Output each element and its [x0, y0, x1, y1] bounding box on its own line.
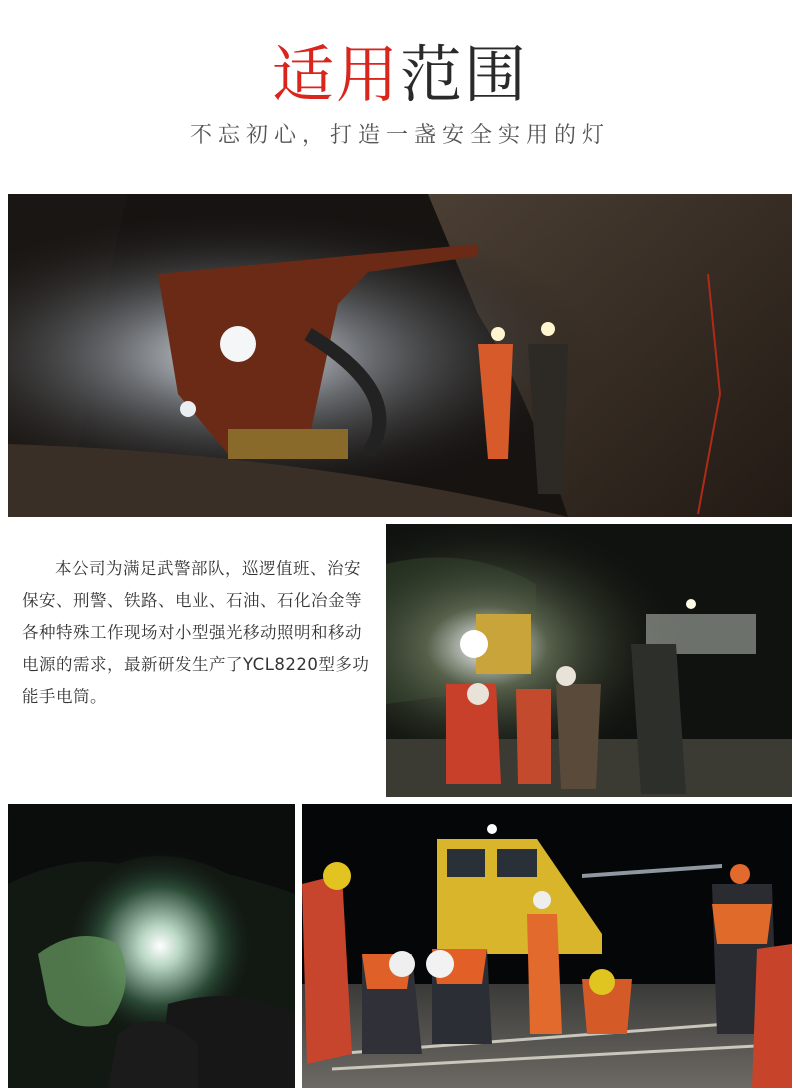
rail-maintenance-crew-photo	[302, 804, 792, 1088]
page-title	[0, 38, 800, 112]
title-rest: 范围	[400, 38, 529, 111]
forest-flashlight-beam-photo	[8, 804, 295, 1088]
title-highlight: 适用	[271, 38, 400, 111]
tunnel-drilling-photo	[8, 194, 792, 517]
railway-night-workers-photo	[386, 524, 792, 797]
intro-paragraph: 本公司为满足武警部队，巡逻值班、治安保安、刑警、铁路、电业、石油、石化冶金等各种特殊工作现场对小型强光移动照明和移动电源的需求，最新研发生产了YCL8220型多功能手电筒。	[22, 559, 370, 706]
page-subtitle: 不忘初心，打造一盏安全实用的灯	[189, 123, 610, 148]
